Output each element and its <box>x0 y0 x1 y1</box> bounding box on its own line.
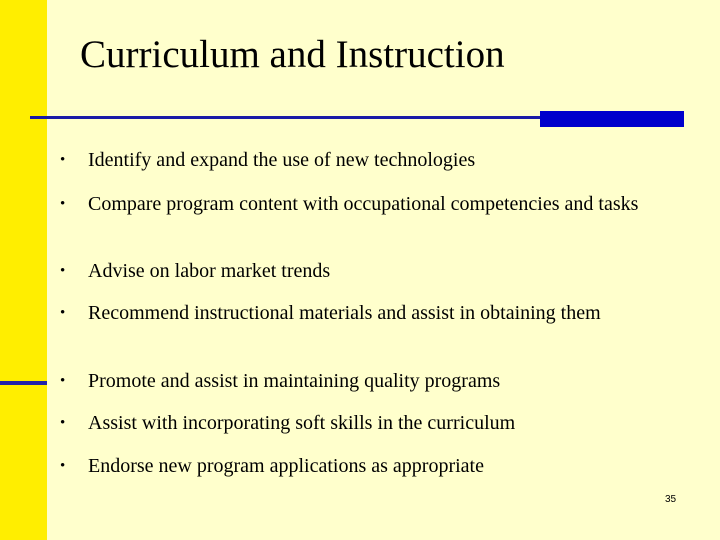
bullet-text: Promote and assist in maintaining quality programs <box>88 370 501 392</box>
bullet-item <box>60 191 700 217</box>
bullet-marker: • <box>60 415 66 431</box>
bullet-text: Recommend instructional materials and assist in obtaining them <box>88 302 601 324</box>
page-number: 35 <box>665 494 677 505</box>
bullet-marker: • <box>60 152 66 168</box>
bullet-item <box>60 410 700 436</box>
title-underline-rule <box>30 116 542 119</box>
bullet-text: Advise on labor market trends <box>88 260 331 282</box>
bullet-marker: • <box>60 305 66 321</box>
bullet-text: Identify and expand the use of new technologies <box>88 149 476 171</box>
bullet-item <box>60 300 700 326</box>
bullet-marker: • <box>60 373 66 389</box>
bullet-marker: • <box>60 263 66 279</box>
bullet-item <box>60 453 700 479</box>
bullet-text: Assist with incorporating soft skills in the curriculum <box>88 412 516 434</box>
bullet-marker: • <box>60 196 66 212</box>
bullet-text: Compare program content with occupational competencies and tasks <box>88 193 639 215</box>
bullet-marker: • <box>60 458 66 474</box>
left-accent-divider <box>0 381 47 385</box>
left-yellow-accent-bar <box>0 0 47 540</box>
bullet-text: Endorse new program applications as appropriate <box>88 455 484 477</box>
title-underline-block <box>540 111 684 127</box>
bullet-item <box>60 147 700 173</box>
bullet-item <box>60 368 700 394</box>
slide-title: Curriculum and Instruction <box>80 33 505 76</box>
bullet-item <box>60 258 700 284</box>
